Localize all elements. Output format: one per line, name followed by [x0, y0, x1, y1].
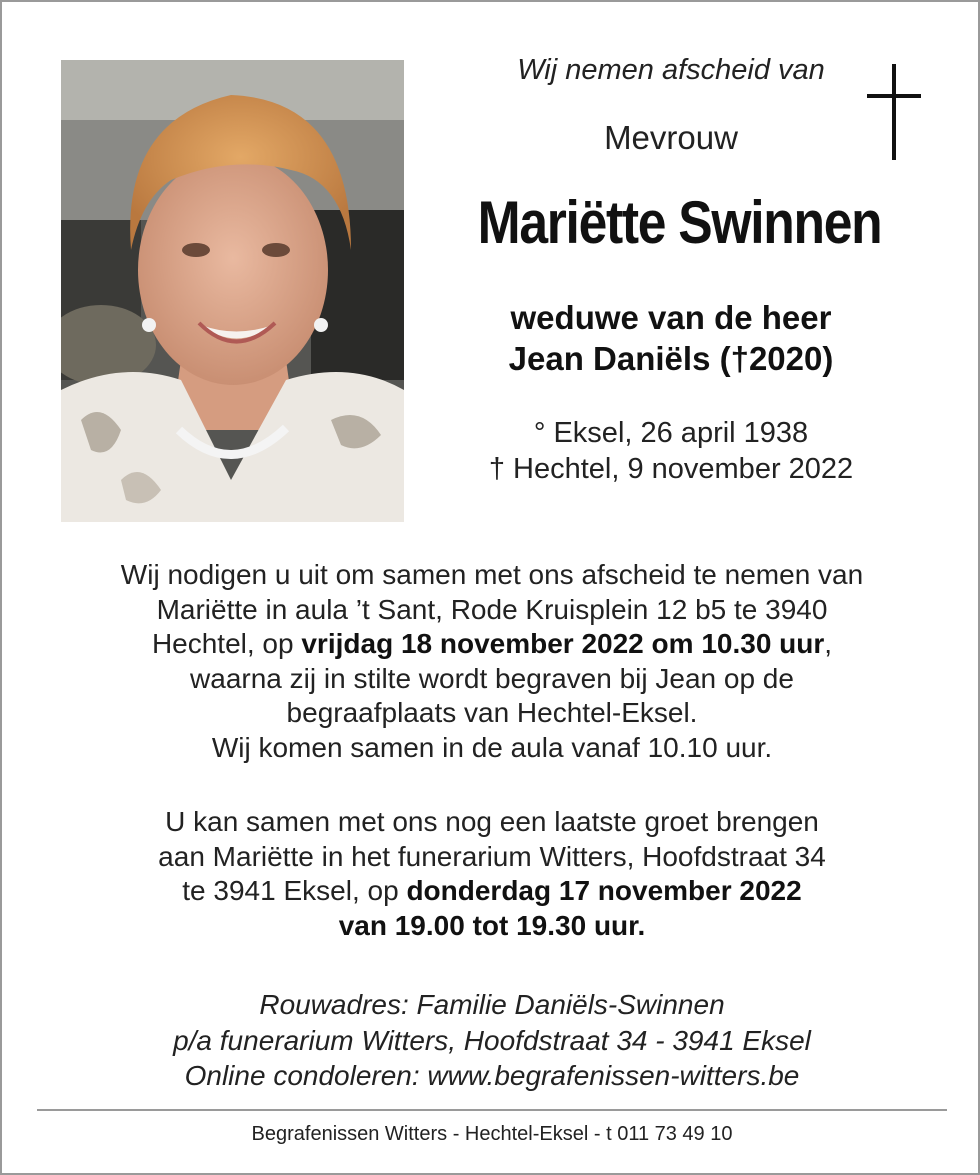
online-condolence: Online condoleren: www.begrafenissen-witters.be	[184, 1060, 800, 1091]
intro-line: Wij nemen afscheid van	[517, 54, 825, 86]
deceased-name: Mariëtte Swinnen	[477, 189, 882, 256]
visitation-paragraph	[42, 805, 942, 943]
ceremony-datetime: vrijdag 18 november 2022 om 10.30 uur	[301, 628, 825, 659]
ceremony-line-3-pre: Hechtel, op	[151, 628, 302, 659]
visitation-line-3	[42, 874, 942, 909]
visitation-line-3-pre: te 3941 Eksel, op	[182, 875, 407, 906]
visitation-time: van 19.00 tot 19.30 uur.	[338, 909, 646, 941]
contact-block	[42, 987, 942, 1094]
ceremony-line-3	[42, 627, 942, 662]
ceremony-line-6: Wij komen samen in de aula vanaf 10.10 uur.	[211, 731, 773, 763]
visitation-line-1: U kan samen met ons nog een laatste groet brengen	[165, 806, 819, 837]
ceremony-line-5: begraafplaats van Hechtel-Eksel.	[286, 697, 698, 728]
spouse-line-2: Jean Daniëls (†2020)	[508, 340, 834, 377]
visitation-date: donderdag 17 november 2022	[406, 875, 802, 906]
death-date: † Hechtel, 9 november 2022	[488, 453, 854, 485]
ceremony-line-4: waarna zij in stilte wordt begraven bij Jean op de	[190, 662, 794, 694]
ceremony-line-3-post: ,	[824, 628, 833, 659]
ceremony-paragraph	[42, 558, 942, 765]
funeral-home-footer: Begrafenissen Witters - Hechtel-Eksel - t 011 73 49 10	[251, 1123, 733, 1145]
visitation-line-4	[42, 909, 942, 944]
portrait-photo	[61, 60, 404, 522]
footer-divider	[37, 1109, 947, 1111]
birth-date: ° Eksel, 26 april 1938	[533, 417, 809, 449]
spouse-line-1: weduwe van de heer	[510, 299, 832, 336]
care-of-address: p/a funerarium Witters, Hoofdstraat 34 - 3941 Eksel	[173, 1024, 811, 1056]
honorific: Mevrouw	[604, 119, 738, 156]
visitation-line-2: aan Mariëtte in het funerarium Witters, Hoofdstraat 34	[158, 840, 826, 872]
life-dates	[442, 415, 900, 487]
ceremony-line-1: Wij nodigen u uit om samen met ons afscheid te nemen van	[120, 559, 864, 590]
mourning-address: Rouwadres: Familie Daniëls-Swinnen	[259, 989, 725, 1020]
spouse-info	[442, 297, 900, 379]
ceremony-line-2: Mariëtte in aula ’t Sant, Rode Kruisplein 12 b5 te 3940	[156, 593, 828, 625]
